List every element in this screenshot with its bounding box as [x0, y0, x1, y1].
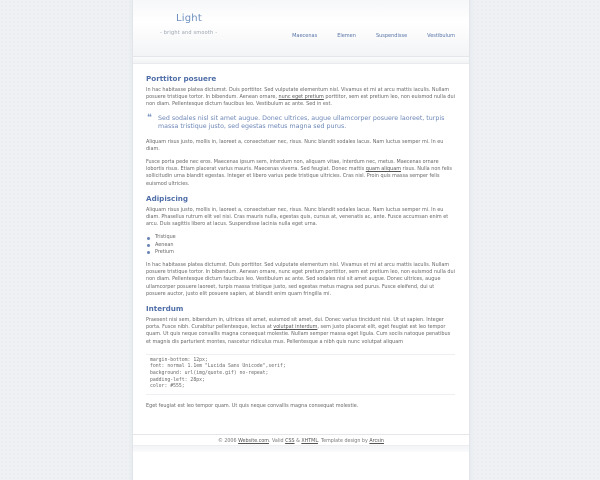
list-item: [146, 249, 455, 256]
nav-item-vestibulum[interactable]: Vestibulum: [427, 33, 455, 39]
header: [133, 0, 469, 57]
bottom-band: [133, 445, 469, 452]
footer-text: . Template design by: [318, 439, 370, 444]
site-tagline: - bright and smooth -: [160, 30, 218, 36]
list-item-label: Pretium: [155, 248, 174, 255]
paragraph: Aliquam risus justo, mollis in, laoreet a, consectetuer nec, risus. Nunc blandit sodales lacus. Nam luctus semper mi. In eu diam. Phasellus rutrum elit vel nisi. Cras mauris nulla, egestas quis, cursus at, venenatis ac, ante. Fusce accumsan enim et arcu. Duis sagittis libero at lacus. Suspendisse lacinia nulla eget urna.: [146, 206, 449, 228]
paragraph-text: In hac habitasse platea dictumst. Duis porttitor. Sed vulputate elementum nisl. Vivamus et mi at arcu mattis iaculis. Nullam posuere tristique tortor. In bibendum. Aenean ornare,: [146, 87, 450, 101]
inline-link[interactable]: volutpat interdum: [273, 324, 318, 331]
code-line: padding-left: 28px;: [150, 377, 205, 383]
footer-author-link[interactable]: Arcsin: [369, 439, 384, 444]
blockquote: [146, 112, 455, 131]
footer-text: . Valid: [268, 439, 286, 444]
quote-text: Sed sodales nisl sit amet augue. Donec ultrices, augue ullamcorper posuere laoreet, turpis massa tristique justo, sed egestas metus magna sed purus.: [158, 114, 445, 130]
bullet-icon: [147, 237, 150, 240]
footer-text: © 2006: [218, 439, 239, 444]
list-item: [146, 234, 455, 241]
nav-item-maecenas[interactable]: Maecenas: [292, 33, 318, 39]
bullet-icon: [147, 244, 150, 247]
main-nav: [292, 33, 455, 39]
paragraph: In hac habitasse platea dictumst. Duis porttitor. Sed vulputate elementum nisl. Vivamus et mi at arcu mattis iaculis. Nullam posuere tristique tortor. In bibendum. Aenean ornare, nunc eget pretium porttitor, sem est pretium leo, non euismod nulla dui non diam. Pellentesque dictum faucibus leo. Vestibulum ac ante. Sed sodales nisl sit amet augue. Donec ultrices, augue ullamcorper posuere laoreet, turpis massa tristique justo, sed egestas metus magna sed purus. Fusce eleifend, dui ut posuere auctor, justo elit posuere sapien, at blandit enim quam fringilla mi.: [146, 262, 455, 297]
section-title-adipiscing: Adipiscing: [146, 193, 189, 203]
list-item-label: Tristique: [155, 234, 176, 241]
paragraph-text: , sem justo placerat elit, eget feugiat est leo tempor quam. Ut quis neque convallis magna consequat molestie. Nullam semper massa eget ligula. Cum sociis natoque penatibus et magnis dis parturient montes, nascetur ridiculus mus. Pellentesque a nibh quis nunc volutpat aliquam: [146, 324, 451, 345]
page-container: [133, 0, 469, 480]
paragraph: Aliquam risus justo, mollis in, laoreet a, consectetuer nec, risus. Nunc blandit sodales lacus. Nam luctus semper mi. In eu diam.: [146, 138, 444, 152]
header-divider: [133, 57, 469, 64]
closing-paragraph: Eget feugiat est leo tempor quam. Ut quis neque convallis magna consequat molestie.: [146, 402, 359, 409]
bullet-icon: [147, 251, 150, 254]
paragraph-text: Fusce porta pede nec eros. Maecenas ipsum sem, interdum non, aliquam vitae, interdum nec, metus. Maecenas ornare lobortis risus. Etiam placerat varius mauris. Maecenas viverra. Sed feugiat. Donec mattis: [146, 159, 439, 173]
list-item: [146, 242, 455, 249]
paragraph-text: porttitor, sem est pretium leo, non euismod nulla dui non diam. Pellentesque dictum faucibus leo. Vestibulum ac ante. Sed in est.: [146, 94, 455, 108]
code-line: background: url(img/quote.gif) no-repeat;: [150, 371, 269, 377]
inline-link[interactable]: quam aliquam: [365, 166, 401, 173]
paragraph: [146, 87, 455, 109]
list-item-label: Aenean: [155, 241, 174, 248]
nav-item-suspendisse[interactable]: Suspendisse: [375, 33, 408, 39]
footer: [133, 434, 469, 444]
site-title[interactable]: Light: [176, 13, 202, 24]
section-title-interdum: Interdum: [146, 304, 184, 314]
paragraph: [146, 317, 455, 346]
footer-xhtml-link[interactable]: XHTML: [301, 439, 318, 444]
footer-site-link[interactable]: Website.com: [238, 439, 269, 444]
section-title-porttitor: Porttitor posuere: [146, 74, 217, 83]
bullet-list: [146, 234, 455, 256]
paragraph: [146, 159, 455, 188]
main-content: [133, 64, 469, 410]
nav-item-elemen[interactable]: Elemen: [337, 33, 356, 39]
code-line: font: normal 1.1em "Lucida Sans Unicode",serif;: [150, 364, 286, 370]
inline-link[interactable]: nunc eget pretium: [278, 94, 324, 101]
paragraph-text: Praesent nisi sem, bibendum in, ultrices sit amet, euismod sit amet, dui. Donec varius tincidunt nisi. Ut ut sapien. Integer porta. Fusce nibh. Curabitur pellentesque, lectus at: [146, 317, 444, 331]
footer-text: &: [294, 439, 302, 444]
code-block: [146, 354, 455, 395]
code-line: margin-bottom: 12px;: [150, 357, 208, 363]
quote-icon: ❝: [147, 112, 152, 123]
paragraph-text: risus. Nulla non felis sollicitudin urna blandit egestas. Integer et libero varius pede tristique ultricies. Cras nisl. Proin quis massa semper felis euismod ultricies.: [146, 166, 452, 187]
footer-css-link[interactable]: CSS: [285, 439, 295, 444]
code-line: color: #555;: [150, 384, 185, 390]
